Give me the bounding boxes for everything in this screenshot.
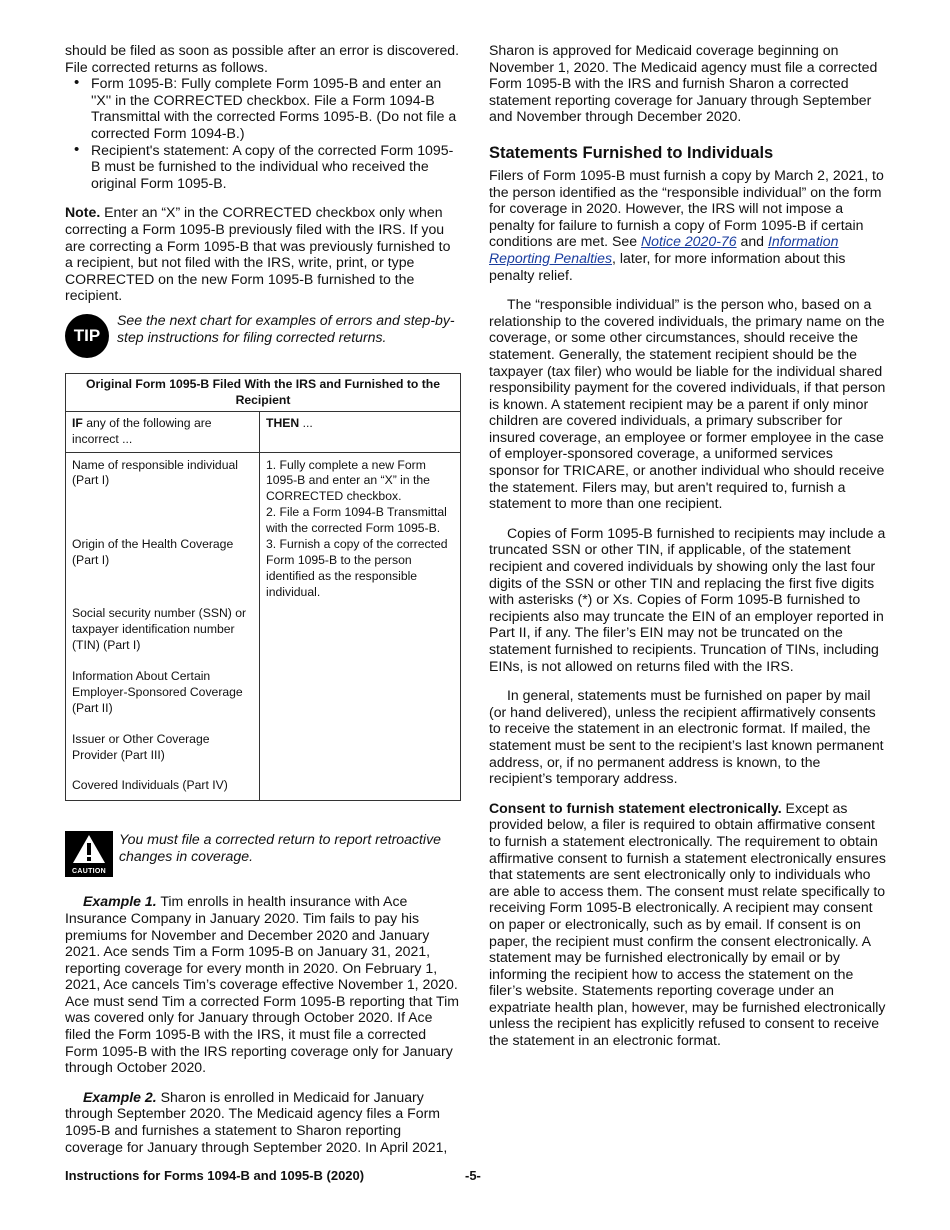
caution-text: You must file a corrected return to report retroactive changes in coverage. [119, 831, 441, 864]
filers-text-c: , later, for more information about this penalty relief. [489, 249, 846, 283]
note-text: Enter an “X” in the CORRECTED checkbox only when correcting a Form 1095-B previously filed with the IRS. If you are correcting a Form 1095-B that was previously furnished to a recipient, but not filed with the IRS, write, print, or type CORRECTED on the new Form 1095-B furnished to the recipient. [65, 204, 451, 304]
information-reporting-penalties-link[interactable]: Information Reporting Penalties [489, 233, 839, 266]
if-bold: IF [72, 415, 83, 430]
example-1-label: Example 1. [83, 893, 157, 910]
then-step: 3. Furnish a copy of the corrected Form 1095-B to the person identified as the responsible individual. [266, 537, 448, 599]
example-2-continued: Sharon is approved for Medicaid coverage beginning on November 1, 2020. The Medicaid agency must file a corrected Form 1095-B with the IRS and furnish Sharon a corrected statement reporting coverage for January through September and November through December 2020. [489, 42, 878, 125]
bullet-form-1095b: • Form 1095-B: Fully complete Form 1095-B and enter an ''X'' in the CORRECTED checkbox. File a Form 1094-B Transmittal with the corrected Forms 1095-B. (Do not file a corrected Form 1094-B.) [65, 75, 461, 141]
truncation-paragraph: Copies of Form 1095-B furnished to recipients may include a truncated SSN or other TIN, if applicable, of the statement recipient and covered individuals by showing only the last four digits of the SSN or other TIN and replacing the first five digits with asterisks (*) or Xs. Copies of Form 1095-B furnished to recipients also may truncate the EIN of an employer reported in Part II, if any. The filer’s EIN may not be truncated on the statement furnished to recipients. Truncation of TINs, including EINs, is not allowed on returns filed with the IRS. [489, 524, 886, 674]
filers-paragraph [489, 167, 886, 283]
then-step: 1. Fully complete a new Form 1095-B and enter an “X” in the CORRECTED checkbox. [266, 457, 430, 504]
table-header-if [66, 411, 260, 452]
intro-paragraph: should be filed as soon as possible after an error is discovered. File corrected returns as follows. [65, 42, 460, 75]
tip-callout [65, 312, 461, 358]
consent-paragraph [489, 800, 886, 1049]
bullet-recipient-statement: • Recipient's statement: A copy of the corrected Form 1095-B must be furnished to the individual who received the original Form 1095-B. [65, 142, 461, 192]
warning-triangle-icon [72, 834, 106, 864]
note-paragraph [65, 204, 461, 304]
if-rest: any of the following are incorrect ... [72, 415, 212, 446]
table-then-cell [260, 452, 461, 801]
left-column [65, 42, 461, 1155]
section-heading: Statements Furnished to Individuals [489, 143, 774, 162]
if-item: Origin of the Health Coverage (Part I) [72, 537, 234, 568]
if-item: Issuer or Other Coverage Provider (Part III) [72, 731, 210, 762]
table-header-then [260, 411, 461, 452]
then-step: 2. File a Form 1094-B Transmittal with the corrected Form 1095-B. [266, 505, 447, 536]
correction-bullet-list [65, 75, 461, 191]
example-2-label: Example 2. [83, 1088, 157, 1105]
page-number: -5- [465, 1168, 481, 1183]
note-label: Note. [65, 204, 101, 221]
footer-title: Instructions for Forms 1094-B and 1095-B (2020) [65, 1168, 365, 1183]
responsible-individual-paragraph: The “responsible individual” is the person who, based on a relationship to the covered individuals, the primary name on the coverage, or some other circumstances, should receive the statement. Generally, the statement recipient should be the taxpayer (tax filer) who would be liable for the individual shared responsibility payment for the covered individuals, if that person is known. A statement recipient may be a parent if only minor children are covered individuals, a primary subscriber for insured coverage, an employee or former employee in the case of employer-sponsored coverage, a uniformed services sponsor for TRICARE, or another individual who should receive the statement. Filers may, but aren't required to, furnish a statement to more than one recipient. [489, 296, 886, 512]
if-item: Information About Certain Employer-Sponsored Coverage (Part II) [72, 668, 243, 715]
table-if-cell [66, 452, 260, 801]
example-1-text: Tim enrolls in health insurance with Ace Insurance Company in January 2020. Tim fails to pay his premiums for November and December 2020 and January 2021. Ace sends Tim a Form 1095-B on January 31, 2021, reporting coverage for every month in 2020. On February 1, 2021, Ace cancels Tim’s coverage effective November 1, 2020. Ace must send Tim a corrected Form 1095-B reporting that Tim was covered only for January through October 2020. If Ace filed the Form 1095-B with the IRS, it must file a corrected Form 1095-B with the IRS reporting coverage only for January through October 2020. [65, 893, 459, 1076]
then-rest: ... [299, 415, 313, 430]
filers-text-b: and [736, 233, 768, 250]
filers-text-a: Filers of Form 1095-B must furnish a copy by March 2, 2021, to the person identified as the “responsible individual” on the form for coverage in 2020. However, the IRS will not impose a penalty for failure to furnish a copy of Form 1095-B if certain conditions are met. See [489, 166, 884, 250]
correction-table [65, 373, 461, 801]
consent-text: Except as provided below, a filer is required to obtain affirmative consent to furnish a statement electronically. The requirement to obtain affirmative consent to furnish a statement electronically ensures that statements are sent electronically only to individuals who are able to access them. The consent must relate specifically to receiving Form 1095-B electronically. A recipient may consent on paper or electronically, such as by email. If consent is on paper, the recipient must confirm the consent electronically. A statement may be furnished electronically by email or by informing the recipient how to access the statement on the filer’s website. Statements reporting coverage under an expatriate health plan, however, may be furnished electronically unless the recipient has explicitly refused to consent to receive the statement in an electronic format. [489, 799, 886, 1049]
if-item: Name of responsible individual (Part I) [72, 457, 238, 488]
tip-text: See the next chart for examples of errors and step-by-step instructions for filing corrected returns. [117, 311, 455, 345]
right-column [489, 42, 886, 1049]
if-item: Social security number (SSN) or taxpayer identification number (TIN) (Part I) [72, 606, 247, 652]
example-1-paragraph [65, 893, 461, 1076]
tip-icon: TIP [65, 314, 109, 358]
if-item: Covered Individuals (Part IV) [72, 778, 228, 793]
example-2-text: Sharon is enrolled in Medicaid for January through September 2020. The Medicaid agency files a Form 1095-B and furnishes a statement to Sharon reporting coverage for January through September 2020. In April 2021, [65, 1088, 448, 1155]
caution-callout [65, 831, 461, 877]
then-bold: THEN [266, 415, 300, 430]
paper-mail-paragraph: In general, statements must be furnished on paper by mail (or hand delivered), unless the recipient affirmatively consents to receive the statement in an electronic format. If mailed, the statement must be sent to the recipient’s last known permanent address, or, if no permanent address is known, to the recipient’s temporary address. [489, 687, 884, 787]
consent-label: Consent to furnish statement electronically. [489, 799, 782, 816]
table-title: Original Form 1095-B Filed With the IRS and Furnished to the Recipient [66, 373, 461, 411]
caution-word: CAUTION [72, 868, 106, 876]
caution-icon [65, 831, 113, 877]
example-2-paragraph [65, 1089, 461, 1155]
notice-2020-76-link[interactable]: Notice 2020-76 [640, 233, 737, 250]
